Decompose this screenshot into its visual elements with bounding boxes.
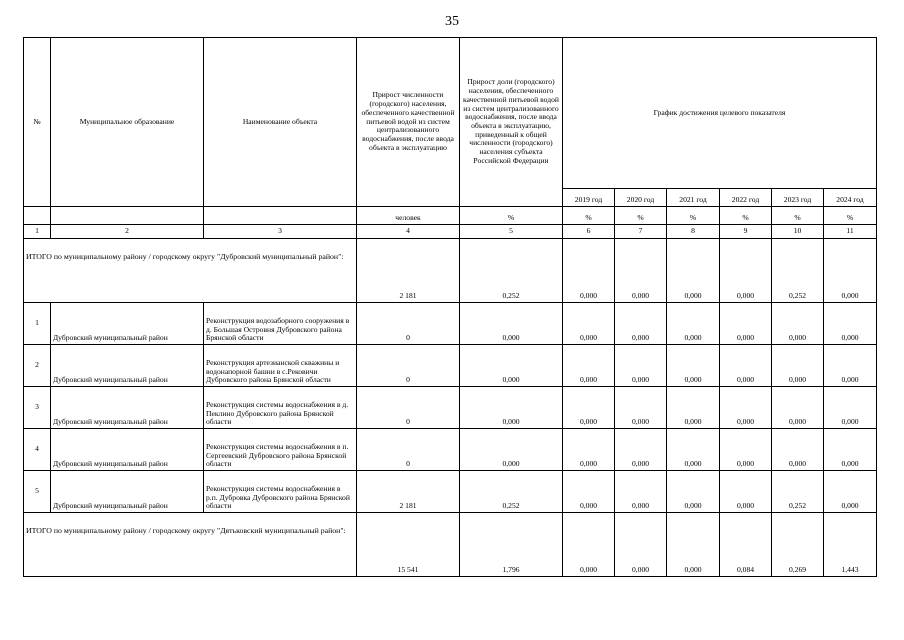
column-number: 10 bbox=[772, 225, 824, 239]
row-number: 1 bbox=[24, 303, 51, 345]
schedule-value: 0,000 bbox=[615, 513, 667, 577]
schedule-value: 0,252 bbox=[772, 471, 824, 513]
schedule-value: 0,000 bbox=[720, 387, 772, 429]
year-header: 2021 год bbox=[667, 189, 720, 207]
schedule-value: 0,000 bbox=[720, 429, 772, 471]
header-row bbox=[24, 38, 877, 189]
schedule-value: 0,252 bbox=[772, 239, 824, 303]
total-row-dyatkovsky bbox=[24, 513, 877, 577]
row-number: 2 bbox=[24, 345, 51, 387]
unit-cell-empty bbox=[24, 207, 51, 225]
column-number: 7 bbox=[615, 225, 667, 239]
total-label: ИТОГО по муниципальному району / городскому округу "Дятьковский муниципальный район": bbox=[24, 513, 357, 577]
row-share: 0,000 bbox=[460, 345, 563, 387]
column-number: 11 bbox=[824, 225, 877, 239]
row-number: 5 bbox=[24, 471, 51, 513]
units-row bbox=[24, 207, 877, 225]
column-number: 5 bbox=[460, 225, 563, 239]
schedule-value: 0,000 bbox=[563, 303, 615, 345]
schedule-value: 0,000 bbox=[615, 303, 667, 345]
row-people: 0 bbox=[357, 429, 460, 471]
row-people: 0 bbox=[357, 303, 460, 345]
unit-percent: % bbox=[772, 207, 824, 225]
schedule-value: 0,000 bbox=[772, 345, 824, 387]
row-share: 0,000 bbox=[460, 387, 563, 429]
schedule-value: 0,000 bbox=[824, 429, 877, 471]
schedule-value: 0,000 bbox=[667, 387, 720, 429]
schedule-value: 0,000 bbox=[720, 239, 772, 303]
year-header: 2020 год bbox=[615, 189, 667, 207]
total-label: ИТОГО по муниципальному району / городскому округу "Дубровский муниципальный район": bbox=[24, 239, 357, 303]
total-share: 1,796 bbox=[460, 513, 563, 577]
schedule-value: 0,000 bbox=[667, 471, 720, 513]
unit-cell-empty bbox=[51, 207, 204, 225]
table-row bbox=[24, 429, 877, 471]
schedule-value: 0,000 bbox=[563, 429, 615, 471]
row-object: Реконструкция системы водоснабжения в п. Сергеевский Дубровского района Брянской области bbox=[204, 429, 357, 471]
row-object: Реконструкция артезианской скважины и водонапорной башни в с.Рековичи Дубровского района Брянской области bbox=[204, 345, 357, 387]
schedule-value: 0,000 bbox=[667, 513, 720, 577]
year-header: 2024 год bbox=[824, 189, 877, 207]
column-number: 4 bbox=[357, 225, 460, 239]
table-row bbox=[24, 387, 877, 429]
header-schedule: График достижения целевого показателя bbox=[563, 38, 877, 189]
total-people: 15 541 bbox=[357, 513, 460, 577]
column-number: 6 bbox=[563, 225, 615, 239]
schedule-value: 0,000 bbox=[824, 345, 877, 387]
total-row-dubrovsky bbox=[24, 239, 877, 303]
row-municipality: Дубровский муниципальный район bbox=[51, 303, 204, 345]
row-people: 2 181 bbox=[357, 471, 460, 513]
header-growth-share: Прирост доли (городского) населения, обеспеченного качественной питьевой водой из систем централизованного водоснабжения, после ввода объекта в эксплуатацию, приведенный к общей численности (городского) населения субъекта Российской Федерации bbox=[460, 38, 563, 207]
schedule-value: 0,000 bbox=[720, 345, 772, 387]
row-municipality: Дубровский муниципальный район bbox=[51, 387, 204, 429]
unit-percent: % bbox=[667, 207, 720, 225]
unit-percent: % bbox=[460, 207, 563, 225]
schedule-value: 0,000 bbox=[615, 345, 667, 387]
unit-people: человек bbox=[357, 207, 460, 225]
row-share: 0,000 bbox=[460, 303, 563, 345]
row-municipality: Дубровский муниципальный район bbox=[51, 471, 204, 513]
column-number: 3 bbox=[204, 225, 357, 239]
schedule-value: 0,000 bbox=[563, 471, 615, 513]
row-number: 3 bbox=[24, 387, 51, 429]
row-share: 0,000 bbox=[460, 429, 563, 471]
total-share: 0,252 bbox=[460, 239, 563, 303]
schedule-value: 0,000 bbox=[824, 471, 877, 513]
year-header: 2023 год bbox=[772, 189, 824, 207]
header-growth-people: Прирост численности (городского) населения, обеспеченного качественной питьевой водой из систем централизованного водоснабжения, после ввода объекта в эксплуатацию bbox=[357, 38, 460, 207]
row-municipality: Дубровский муниципальный район bbox=[51, 345, 204, 387]
schedule-value: 0,084 bbox=[720, 513, 772, 577]
row-municipality: Дубровский муниципальный район bbox=[51, 429, 204, 471]
unit-percent: % bbox=[563, 207, 615, 225]
unit-cell-empty bbox=[204, 207, 357, 225]
schedule-value: 1,443 bbox=[824, 513, 877, 577]
schedule-value: 0,000 bbox=[720, 471, 772, 513]
schedule-value: 0,000 bbox=[824, 387, 877, 429]
schedule-value: 0,000 bbox=[772, 387, 824, 429]
schedule-value: 0,000 bbox=[667, 303, 720, 345]
schedule-value: 0,000 bbox=[615, 429, 667, 471]
schedule-value: 0,000 bbox=[667, 345, 720, 387]
row-people: 0 bbox=[357, 345, 460, 387]
schedule-value: 0,000 bbox=[667, 239, 720, 303]
column-number: 8 bbox=[667, 225, 720, 239]
year-header: 2022 год bbox=[720, 189, 772, 207]
table-row bbox=[24, 345, 877, 387]
schedule-value: 0,000 bbox=[615, 239, 667, 303]
row-number: 4 bbox=[24, 429, 51, 471]
schedule-value: 0,000 bbox=[720, 303, 772, 345]
year-header: 2019 год bbox=[563, 189, 615, 207]
total-people: 2 181 bbox=[357, 239, 460, 303]
schedule-value: 0,269 bbox=[772, 513, 824, 577]
row-people: 0 bbox=[357, 387, 460, 429]
column-number: 2 bbox=[51, 225, 204, 239]
schedule-value: 0,000 bbox=[563, 345, 615, 387]
schedule-value: 0,000 bbox=[615, 387, 667, 429]
header-municipality: Муниципальное образование bbox=[51, 38, 204, 207]
column-numbers-row bbox=[24, 225, 877, 239]
schedule-value: 0,000 bbox=[615, 471, 667, 513]
schedule-value: 0,000 bbox=[563, 387, 615, 429]
table-row bbox=[24, 303, 877, 345]
column-number: 9 bbox=[720, 225, 772, 239]
header-no: № bbox=[24, 38, 51, 207]
header-object: Наименование объекта bbox=[204, 38, 357, 207]
unit-percent: % bbox=[720, 207, 772, 225]
page-number: 35 bbox=[445, 14, 459, 29]
unit-percent: % bbox=[615, 207, 667, 225]
schedule-value: 0,000 bbox=[563, 239, 615, 303]
column-number: 1 bbox=[24, 225, 51, 239]
schedule-value: 0,000 bbox=[824, 239, 877, 303]
row-object: Реконструкция водозаборного сооружения в д. Большая Островня Дубровского района Брянской области bbox=[204, 303, 357, 345]
schedule-value: 0,000 bbox=[772, 429, 824, 471]
row-object: Реконструкция системы водоснабжения в д. Пеклино Дубровского района Брянской области bbox=[204, 387, 357, 429]
target-indicator-table bbox=[23, 37, 877, 577]
unit-percent: % bbox=[824, 207, 877, 225]
schedule-value: 0,000 bbox=[772, 303, 824, 345]
row-object: Реконструкция системы водоснабжения в р.п. Дубровка Дубровского района Брянской области bbox=[204, 471, 357, 513]
schedule-value: 0,000 bbox=[563, 513, 615, 577]
table-row bbox=[24, 471, 877, 513]
schedule-value: 0,000 bbox=[667, 429, 720, 471]
row-share: 0,252 bbox=[460, 471, 563, 513]
schedule-value: 0,000 bbox=[824, 303, 877, 345]
